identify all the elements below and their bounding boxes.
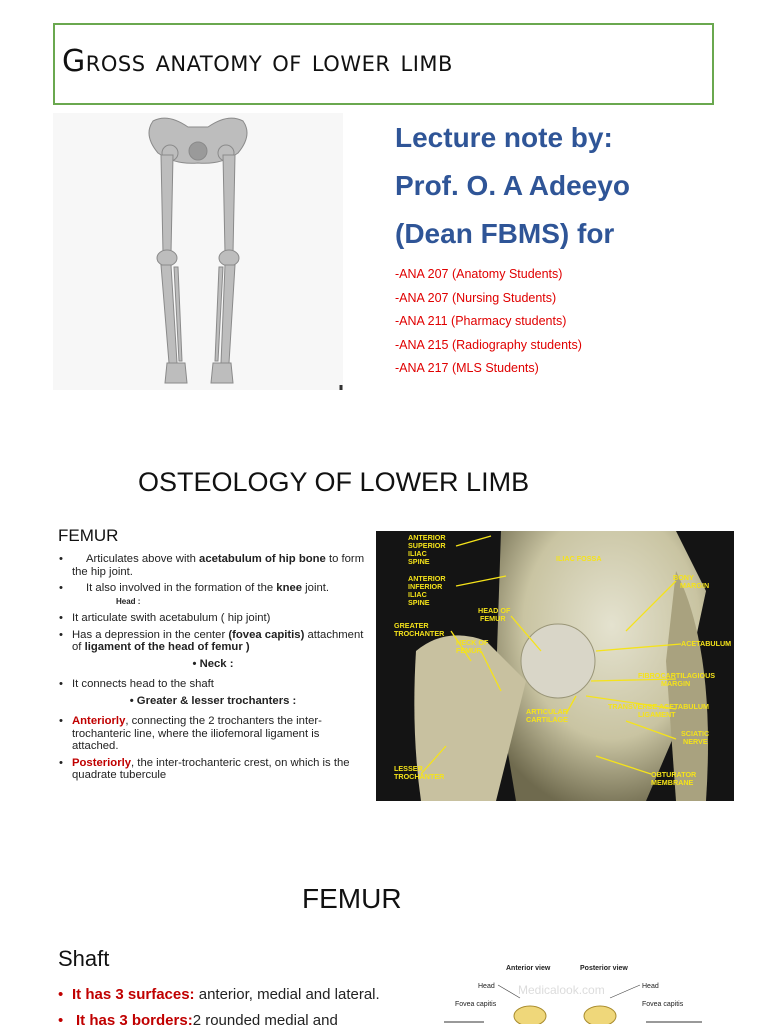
lecture-credits <box>395 114 630 258</box>
femur-section-label: FEMUR <box>58 526 119 545</box>
head-label-left: Head <box>478 983 495 990</box>
label-iliac-fossa: ILIAC FOSSA <box>556 554 602 563</box>
course-item: -ANA 211 (Pharmacy students) <box>395 314 567 328</box>
label-acetabulum: ACETABULUM <box>681 639 732 648</box>
label-articular-2: CARTILAGE <box>526 715 568 724</box>
posterior-view-label: Posterior view <box>580 965 628 972</box>
anterior-view-label: Anterior view <box>506 965 551 972</box>
label-articular-1: ARTICULAR <box>526 707 568 716</box>
label-obturator-1: OBTURATOR <box>651 770 697 779</box>
osteology-title: OSTEOLOGY OF LOWER LIMB <box>138 467 530 497</box>
label-neck-of-femur-2: FEMUR <box>456 646 482 655</box>
course-item: -ANA 215 (Radiography students) <box>395 337 582 352</box>
neck-heading: • Neck : <box>192 657 234 670</box>
bullet-knee: • It also involved in the formation of the knee joint. <box>58 582 368 595</box>
label-lesser-trochanter-1: LESSER <box>394 764 423 773</box>
label-head-of-femur-1: HEAD OF <box>478 606 511 615</box>
femur-bullet-list <box>58 553 368 786</box>
label-aiis-1: ANTERIOR <box>408 574 446 583</box>
label-aiis-2: INFERIOR <box>408 582 443 591</box>
label-neck-of-femur-1: NECK OF <box>456 638 489 647</box>
bullet-head-articulate: • It articulate swith acetabulum ( hip joint) <box>58 612 368 625</box>
label-transverse-1: TRANSVERSE ACETABULUM <box>608 702 710 711</box>
bullet-fovea: • Has a depression in the center (fovea capitis) attachment of ligament of the head of femur ) <box>58 629 368 654</box>
label-obturator-2: MEMBRANE <box>651 778 694 787</box>
label-bony-margin-1: BONY <box>673 573 694 582</box>
label-fibrocartilagious-1: FIBROCARTILAGIOUS <box>638 671 716 680</box>
label-bony-margin-2: MARGIN <box>680 581 710 590</box>
head-label-right: Head <box>642 983 659 990</box>
label-asis-2: SUPERIOR <box>408 541 446 550</box>
bullet-anteriorly: • Anteriorly, connecting the 2 trochanters the inter-trochanteric line, where the iliofemoral ligament is attached. <box>58 715 368 753</box>
trochanters-heading: • Greater & lesser trochanters : <box>129 694 297 707</box>
shaft-label: Shaft <box>58 946 110 971</box>
shaft-bullet-borders: • It has 3 borders:2 rounded medial and <box>58 1008 380 1034</box>
lecture-line-1: Lecture note by: <box>395 122 613 153</box>
fovea-label-right: Fovea capitis <box>642 1001 684 1008</box>
lecture-line-2: Prof. O. A Adeeyo <box>395 170 630 201</box>
watermark: Medicalook.com <box>518 983 605 997</box>
label-lesser-trochanter-2: TROCHANTER <box>394 772 445 781</box>
lower-limb-skeleton-image <box>53 113 343 390</box>
bullet-posteriorly: • Posteriorly, the inter-trochanteric crest, on which is the quadrate tubercule <box>58 757 368 782</box>
slide-title: Gross anatomy of lower limb <box>62 44 453 79</box>
hip-joint-photo <box>376 531 734 801</box>
label-aiis-4: SPINE <box>408 598 430 607</box>
course-item: -ANA 207 (Nursing Students) <box>395 290 557 305</box>
label-sciatic-2: NERVE <box>683 737 708 746</box>
label-sciatic-1: SCIATIC <box>681 729 710 738</box>
bullet-neck: • It connects head to the shaft <box>58 678 368 691</box>
course-list <box>395 263 582 381</box>
bullet-articulation: • Articulates above with acetabulum of hip bone to form the hip joint. <box>58 553 368 578</box>
lecture-line-3: (Dean FBMS) for <box>395 218 615 249</box>
femur-views-diagram <box>440 958 740 1024</box>
shaft-bullet-list <box>58 982 380 1034</box>
label-fibrocartilagious-2: MARGIN <box>661 679 691 688</box>
label-greater-trochanter-2: TROCHANTER <box>394 629 445 638</box>
course-item: -ANA 207 (Anatomy Students) <box>395 267 563 281</box>
head-sublabel: Head : <box>116 596 141 606</box>
label-asis-4: SPINE <box>408 557 430 566</box>
course-item: -ANA 217 (MLS Students) <box>395 361 539 375</box>
label-asis-3: ILIAC <box>408 549 427 558</box>
label-asis-1: ANTERIOR <box>408 533 446 542</box>
label-aiis-3: ILIAC <box>408 590 427 599</box>
label-greater-trochanter-1: GREATER <box>394 621 429 630</box>
shaft-bullet-surfaces: • It has 3 surfaces: anterior, medial and lateral. <box>58 982 380 1008</box>
fovea-label-left: Fovea capitis <box>455 1001 497 1008</box>
femur-slide-title: FEMUR <box>302 883 402 914</box>
label-transverse-2: LIGAMENT <box>638 710 676 719</box>
label-head-of-femur-2: FEMUR <box>480 614 506 623</box>
